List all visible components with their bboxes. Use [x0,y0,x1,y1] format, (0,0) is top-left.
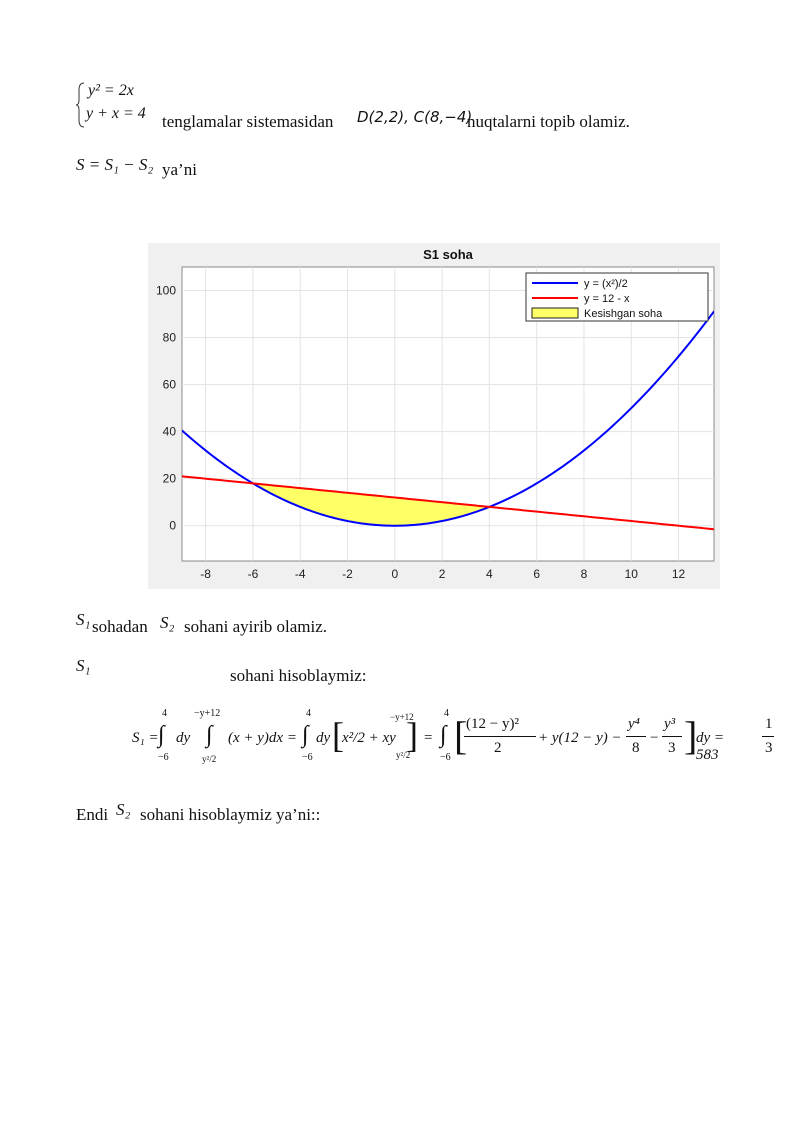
line5-text1: Endi [76,805,109,824]
chart-container [148,243,720,589]
s2-symbol-2: S₂ [116,800,131,819]
eval-upper: −y+12 [390,712,414,722]
legend-label: y = (x²)/2 [584,278,628,290]
integral-sign-3: ∫ [302,722,309,748]
minus-sign: − [650,730,659,746]
inner-upper: −y+12 [194,708,221,719]
lower-limit-1: −6 [158,752,169,763]
frac-bar [762,736,774,737]
points-text: D(2,2), C(8,−4) [357,108,473,126]
bracket-open-2: [ [454,713,468,758]
term3-bar [626,736,646,737]
integral-formula [128,708,773,778]
bracket-term: x²/2 + xy [342,730,396,746]
term4-bar [662,736,682,737]
term2: + y(12 − y) − [538,730,622,746]
chart-title: S1 soha [423,247,473,262]
x-tick-label: 8 [580,567,588,581]
equation-1: y² = 2x [88,82,134,99]
eval-lower: y²/2 [396,750,411,760]
y-tick-label: 80 [162,330,176,345]
legend-label: y = 12 - x [584,293,630,305]
integral-lhs: S₁ = [132,730,159,746]
dy-1: dy [176,730,191,746]
x-tick-label: -6 [247,567,259,581]
term3-den: 8 [632,740,640,756]
equation-system [76,80,156,130]
system-text: tenglamalar sistemasidan [162,112,334,131]
line5-text2: sohani hisoblaymiz ya’ni:: [140,805,321,824]
term1-den: 2 [494,740,502,756]
y-tick-label: 0 [169,518,176,533]
x-tick-label: 6 [533,567,541,581]
dy-2: dy [316,730,331,746]
integrand: (x + y)dx = [228,730,297,746]
area-text: ya’ni [162,160,197,179]
s2-symbol: S₂ [160,613,175,632]
inner-lower: y²/2 [202,754,217,764]
equation-2: y + x = 4 [86,105,146,122]
term4-num: y³ [664,716,676,732]
s1-symbol-2: S₁ [76,656,91,675]
x-tick-label: 2 [438,567,446,581]
y-tick-label: 20 [162,471,176,486]
term1-num: (12 − y)² [466,716,519,732]
frac-num: 1 [765,716,773,732]
y-tick-label: 60 [162,377,176,392]
integral-sign-4: ∫ [440,722,447,748]
line4-text: sohani hisoblaymiz: [230,666,367,685]
x-tick-label: -4 [294,567,306,581]
legend-label: Kesishgan soha [584,308,663,320]
brace-icon [76,82,86,128]
term3-num: y⁴ [628,716,640,732]
x-tick-label: 12 [671,567,686,581]
line3-text2: sohani ayirib olamiz. [184,617,328,636]
y-tick-label: 100 [155,283,176,298]
frac-den: 3 [765,740,773,756]
result: dy = 583 [696,730,725,763]
upper-limit-3: 4 [444,708,449,719]
bracket-open-1: [ [332,715,344,755]
x-tick-label: -2 [342,567,353,581]
integral-sign-2: ∫ [206,722,213,748]
bracket-close-1: ] [406,715,418,755]
legend-swatch-patch [532,308,578,318]
equals-sign: = [424,730,433,746]
integral-sign-1: ∫ [158,722,165,748]
line3-text1: sohadan [92,617,148,636]
x-tick-label: 4 [486,567,493,581]
term1-bar [464,736,536,737]
area-formula: S = S₁ − S₂ [76,155,154,174]
x-tick-label: 0 [391,567,399,581]
points-suffix: nuqtalarni topib olamiz. [467,112,630,131]
chart-svg [148,243,720,589]
x-tick-label: 10 [624,567,638,581]
x-tick-label: -8 [200,567,211,581]
bracket-close-2: ] [684,713,698,758]
term4-den: 3 [668,740,676,756]
upper-limit-1: 4 [162,708,167,719]
lower-limit-2: −6 [302,752,313,763]
y-tick-label: 40 [162,424,176,439]
upper-limit-2: 4 [306,708,311,719]
s1-symbol: S₁ [76,610,91,629]
lower-limit-3: −6 [440,752,451,763]
